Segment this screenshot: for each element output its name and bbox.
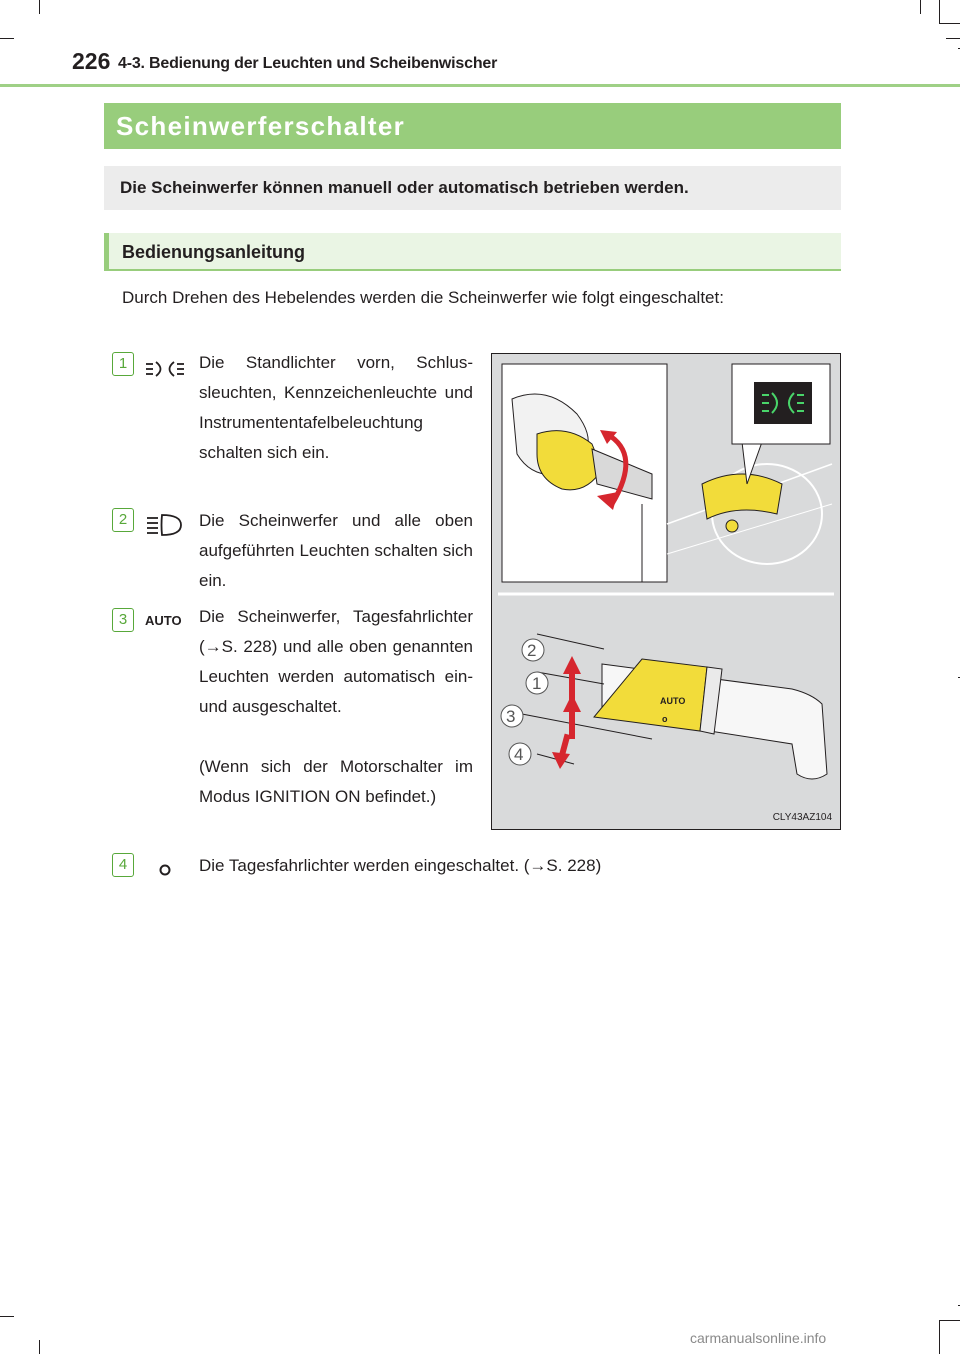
item-description-4: Die Tagesfahrlichter werden eingeschaltet. (→S. 228) — [199, 856, 602, 875]
direction-arrows — [552, 656, 581, 769]
item-description-1: Die Standlichter vorn, Schlussleuchten, Kennzeichenleuchte und Instrumententafelbeleuchtung schalten sich ein. — [199, 353, 473, 462]
switch-label-auto: AUTO — [660, 696, 686, 706]
figure-callouts — [501, 639, 548, 765]
figure-callout-2: 2 — [527, 641, 537, 660]
crop-mark — [939, 0, 940, 24]
intro-text: Durch Drehen des Hebelendes werden die Scheinwerfer wie folgt eingeschaltet: — [122, 288, 724, 307]
figure-callout-1: 1 — [532, 674, 542, 693]
crop-mark — [0, 38, 14, 39]
headlight-icon — [145, 513, 185, 542]
section-intro: Die Scheinwerfer können manuell oder automatisch betrieben werden. — [104, 166, 841, 210]
item-note-3: (Wenn sich der Motorschalter im Modus IGNITION ON befindet.) — [199, 757, 473, 806]
subsection-title: Bedienungsanleitung — [104, 233, 841, 271]
chapter-title: 4-3. Bedienung der Leuchten und Scheibenwischer — [118, 55, 498, 72]
item-number-4: 4 — [112, 853, 134, 877]
crop-mark — [946, 38, 960, 39]
header-rule — [0, 84, 960, 87]
instrument-highlight — [702, 474, 782, 519]
item-number-1: 1 — [112, 352, 134, 376]
auto-symbol: AUTO — [145, 613, 182, 628]
switch-label-drl: o — [662, 714, 668, 724]
item-description-3: Die Scheinwerfer, Tagesfahrlichter (→S. 228) und alle oben genannten Leuchten werden automatisch ein- und ausgeschaltet. — [199, 607, 473, 716]
figure-callout-3: 3 — [506, 707, 516, 726]
crop-mark — [39, 1340, 40, 1354]
crop-mark — [39, 0, 40, 14]
footer-watermark[interactable]: carmanualsonline.info — [690, 1330, 827, 1346]
crop-mark — [939, 23, 960, 24]
section-title: Scheinwerferschalter — [104, 103, 841, 149]
crop-mark — [0, 1316, 14, 1317]
figure-code: CLY43AZ104 — [772, 812, 832, 823]
crop-mark — [939, 1320, 940, 1354]
drl-icon — [158, 858, 172, 885]
figure-headlight-switch — [491, 353, 841, 830]
crop-mark — [939, 1320, 960, 1321]
item-description-2: Die Scheinwerfer und alle oben aufgeführten Leuchten schalten sich ein. — [199, 511, 473, 590]
item-number-2: 2 — [112, 508, 134, 532]
crop-mark — [920, 0, 921, 14]
figure-illustration — [492, 354, 840, 829]
page-number: 226 — [72, 48, 111, 74]
item-number-3: 3 — [112, 608, 134, 632]
parking-lights-icon — [145, 360, 185, 383]
figure-callout-4: 4 — [514, 745, 524, 764]
